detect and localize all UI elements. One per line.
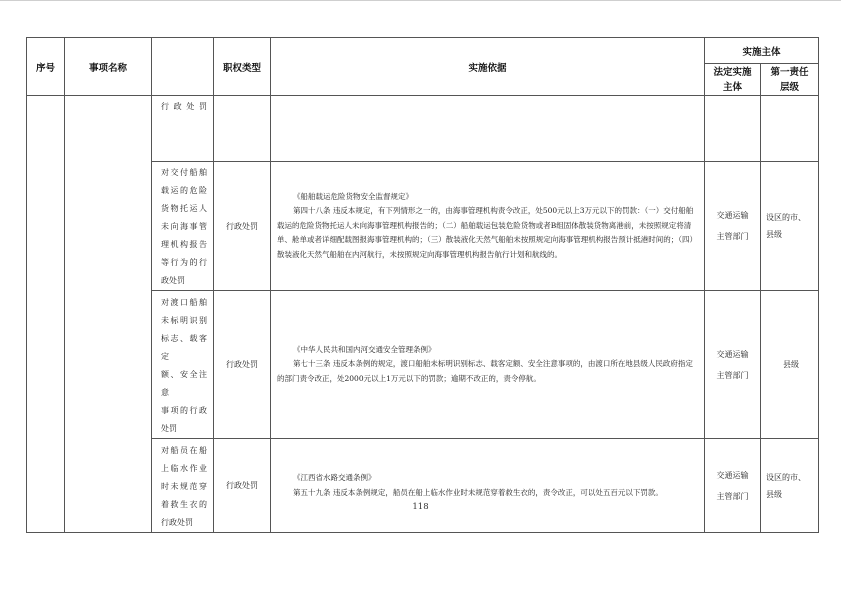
sub-item-line: 理机构报告 — [161, 240, 207, 249]
subject-line: 主管部门 — [716, 232, 749, 241]
basis-article-text: 第五十九条 违反本条例规定，船员在船上临水作业时未规范穿着救生衣的，责令改正，可以处五百元以下罚款。 — [293, 487, 663, 497]
header-legal-subject — [705, 64, 761, 96]
sub-item-line: 行政处罚 — [161, 518, 193, 527]
sub-item-line: 载运的危险 — [161, 186, 207, 195]
page-number: 118 — [412, 502, 429, 512]
basis-article-text: 第七十三条 违反本条例的规定，渡口船舶未标明识别标志、载客定额、安全注意事项的，由渡口所在地县级人民政府指定的部门责令改正，处2000元以上1万元以下的罚款；逾期不改正的，责令停航。 — [277, 359, 693, 383]
sub-item-line: 额、安全注意 — [161, 370, 207, 397]
sub-item-cell — [152, 291, 214, 439]
sub-item-cell — [152, 162, 214, 291]
basis-cell — [271, 96, 705, 162]
subject-line: 主管部门 — [716, 370, 749, 380]
power-type-cell: 行政处罚 — [214, 439, 271, 533]
header-item-name: 事项名称 — [65, 38, 152, 96]
sub-item-line: 事项的行政 — [161, 406, 207, 415]
header-first-responsibility-line: 层级 — [780, 81, 800, 93]
sub-item-line: 时未规范穿 — [161, 482, 207, 491]
basis-document-title: 《中华人民共和国内河交通安全管理条例》 — [293, 344, 436, 354]
header-row-top — [27, 38, 819, 64]
header-power-type: 职权类型 — [214, 38, 271, 96]
level-cell — [761, 162, 819, 291]
subject-line: 交通运输 — [716, 349, 749, 359]
sub-item-line: 上临水作业 — [161, 464, 207, 473]
sub-item-line: 未标明识别 — [161, 316, 207, 325]
basis-document-title: 《船舶载运危险货物安全监督规定》 — [293, 191, 413, 201]
header-first-responsibility-line: 第一责任 — [770, 66, 809, 78]
subject-cell — [705, 96, 761, 162]
basis-cell — [271, 291, 705, 439]
top-divider — [0, 0, 841, 1]
seq-cell — [27, 96, 65, 533]
level-line: 设区的市、 — [766, 213, 806, 222]
sub-item-line: 对渡口船舶 — [161, 298, 207, 307]
sub-item-line: 对交付船舶 — [161, 168, 207, 177]
level-cell — [761, 439, 819, 533]
sub-item-line: 处罚 — [161, 424, 177, 433]
header-subject-group: 实施主体 — [705, 38, 819, 64]
level-cell — [761, 291, 819, 439]
level-line: 县级 — [766, 230, 782, 239]
sub-item-line: 政处罚 — [161, 276, 185, 285]
power-list-table — [26, 37, 819, 533]
subject-line: 主管部门 — [716, 491, 749, 501]
header-legal-subject-line: 主体 — [722, 81, 742, 93]
sub-item-line: 货物托运人 — [161, 204, 207, 213]
sub-item-cell — [152, 439, 214, 533]
sub-item-line: 行政处罚 — [161, 102, 207, 111]
basis-cell — [271, 162, 705, 291]
power-type-cell — [214, 96, 271, 162]
subject-cell — [705, 162, 761, 291]
header-seq: 序号 — [27, 38, 65, 96]
level-line: 县级 — [766, 489, 782, 499]
basis-cell — [271, 439, 705, 533]
subject-line: 交通运输 — [716, 211, 749, 220]
sub-item-line: 未向海事管 — [161, 222, 207, 231]
subject-cell — [705, 291, 761, 439]
level-cell — [761, 96, 819, 162]
subject-cell — [705, 439, 761, 533]
header-first-responsibility — [761, 64, 819, 96]
sub-item-line: 对船员在船 — [161, 446, 207, 455]
table-row — [27, 96, 819, 162]
power-type-cell: 行政处罚 — [214, 291, 271, 439]
header-legal-subject-line: 法定实施 — [713, 66, 752, 78]
basis-document-title: 《江西省水路交通条例》 — [293, 473, 376, 482]
sub-item-line: 等行为的行 — [161, 258, 207, 267]
sub-item-line: 着救生衣的 — [161, 500, 207, 509]
header-blank — [152, 38, 214, 96]
level-line: 设区的市、 — [766, 472, 806, 482]
subject-line: 交通运输 — [716, 470, 749, 480]
header-basis: 实施依据 — [271, 38, 705, 96]
power-type-cell: 行政处罚 — [214, 162, 271, 291]
basis-article-text: 第四十八条 违反本规定，有下列情形之一的，由海事管理机构责令改正，处500元以上3万元以下的罚款：（一）交付船舶载运的危险货物托运人未向海事管理机构报告的；（二）船舶载运包装危险货物或者B组固体散装货物离港前，未按照规定将清单、舱单或者详细配载图报海事管理机构的；（三）散装液化天然气船舶未按照规定向海事管理机构报告预计抵港时间的；（四）散装液化天然气船舶在内河航行，未按照规定向海事管理机构报告航行计划和航线的。 — [277, 206, 697, 259]
sub-item-cell — [152, 96, 214, 162]
level-line: 县级 — [783, 360, 799, 369]
sub-item-line: 标志、载客定 — [161, 334, 207, 361]
item-name-cell — [65, 96, 152, 533]
